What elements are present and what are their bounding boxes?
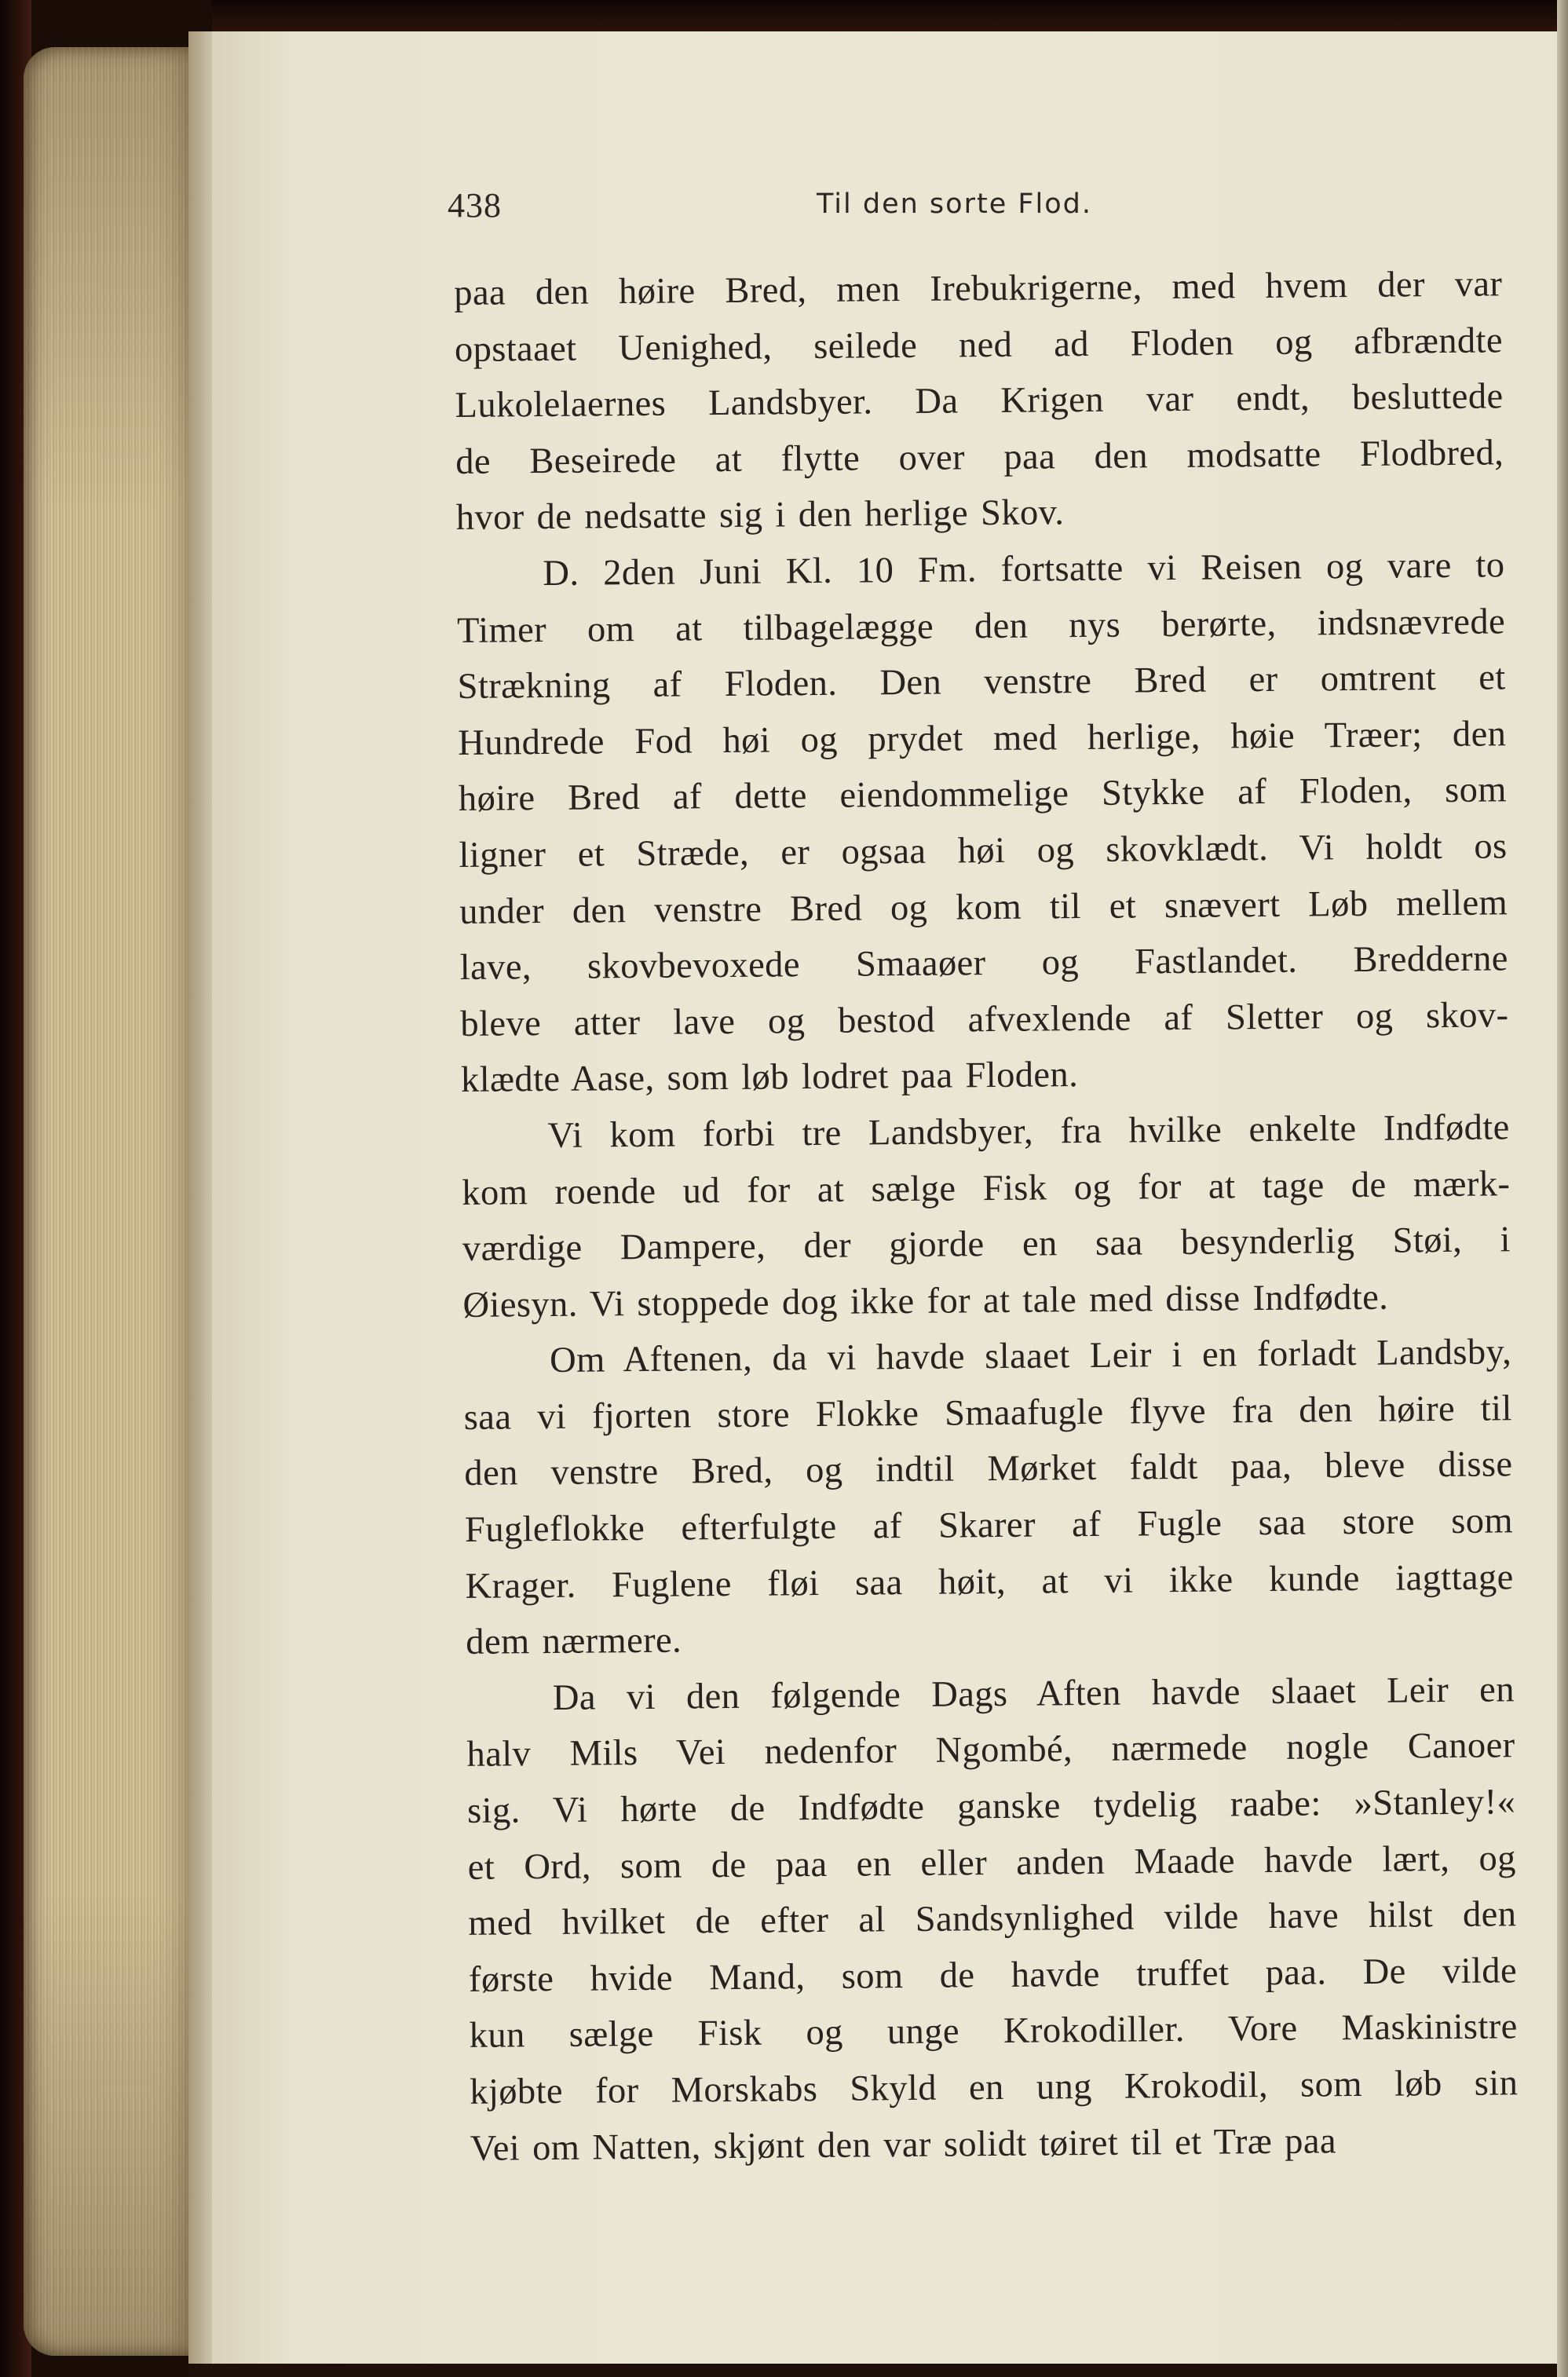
paragraph — [456, 537, 1509, 1109]
text-line: hvor de nedsatte sig i den herlige Skov. — [455, 492, 1065, 539]
text-line: dem nærmere. — [466, 1620, 682, 1663]
text-line: med hvilket de efter al Sandsynlighed vilde have hilst den — [468, 1894, 1517, 1944]
text-line: paa den høire Bred, men Irebukrigerne, med hvem der var — [454, 264, 1503, 313]
text-line: Da vi den følgende Dags Aften havde slaaet Leir en — [552, 1669, 1515, 1718]
text-line: høire Bred af dette eiendommelige Stykke af Floden, som — [458, 770, 1508, 820]
paragraph — [463, 1325, 1515, 1671]
text-line: klædte Aase, som løb lodret paa Floden. — [460, 1055, 1079, 1101]
text-line: halv Mils Vei nedenfor Ngombé, nærmede nogle Canoer — [466, 1725, 1515, 1775]
text-line: første hvide Mand, som de havde truffet paa. De vilde — [468, 1951, 1518, 2000]
top-shadow — [212, 0, 1568, 31]
text-line: saa vi fjorten store Flokke Smaafugle flyve fra den høire til — [463, 1388, 1512, 1438]
paragraph — [461, 1099, 1511, 1333]
text-line: de Beseirede at flytte over paa den modsatte Flodbred, — [455, 433, 1504, 482]
right-page-edge — [1557, 0, 1568, 2377]
text-line: Fugleflokke efterfulgte af Skarer af Fugle saa store som — [464, 1501, 1514, 1551]
text-line: Vei om Natten, skjønt den var solidt tøiret til et Træ paa — [470, 2120, 1337, 2169]
running-head — [448, 185, 1500, 232]
text-line: kjøbte for Morskabs Skyld en ung Krokodil, som løb sin — [470, 2063, 1519, 2112]
text-line: D. 2den Juni Kl. 10 Fm. fortsatte vi Reisen og vare to — [543, 545, 1505, 594]
text-line: værdige Dampere, der gjorde en saa besynderlig Støi, i — [462, 1220, 1511, 1270]
bottom-shadow — [188, 2364, 1568, 2377]
text-line: Vi kom forbi tre Landsbyer, fra hvilke enkelte Indfødte — [547, 1107, 1510, 1156]
page-number: 438 — [448, 186, 502, 225]
text-line: Hundrede Fod høi og prydet med herlige, høie Træer; den — [458, 714, 1507, 763]
text-line: opstaaet Uenighed, seilede ned ad Floden og afbrændte — [454, 320, 1504, 370]
text-line: under den venstre Bred og kom til et snævert Løb mellem — [459, 882, 1508, 932]
text-line: kom roende ud for at sælge Fisk og for at tage de mærk- — [462, 1163, 1511, 1213]
text-line: den venstre Bred, og indtil Mørket faldt paa, bleve disse — [464, 1444, 1513, 1494]
paragraph — [466, 1662, 1519, 2177]
text-line: Krager. Fuglene fløi saa høit, at vi ikke kunde iagttage — [465, 1556, 1514, 1607]
text-line: lave, skovbevoxede Smaaøer og Fastlandet. Bredderne — [459, 938, 1508, 989]
running-title: Til den sorte Flod. — [817, 188, 1092, 220]
text-line: Om Aftenen, da vi havde slaaet Leir i en forladt Landsby, — [549, 1332, 1512, 1381]
text-line: bleve atter lave og bestod afvexlende af Sletter og skov- — [460, 995, 1509, 1044]
text-line: et Ord, som de paa en eller anden Maade havde lært, og — [467, 1838, 1516, 1888]
paragraph — [454, 256, 1504, 547]
text-line: Lukolelaernes Landsbyer. Da Krigen var endt, besluttede — [455, 376, 1504, 426]
text-line: kun sælge Fisk og unge Krokodiller. Vore Maskinistre — [469, 2006, 1518, 2057]
text-line: sig. Vi hørte de Indfødte ganske tydelig raabe: »Stanley!« — [466, 1782, 1516, 1831]
page-stack-shade — [24, 47, 196, 2356]
text-line: Øiesyn. Vi stoppede dog ikke for at tale med disse Indfødte. — [462, 1277, 1389, 1326]
text-line: Timer om at tilbagelægge den nys berørte, indsnævrede — [456, 601, 1506, 651]
text-line: ligner et Stræde, er ogsaa høi og skovklædt. Vi holdt os — [459, 826, 1508, 876]
body-text — [454, 256, 1519, 2177]
text-line: Strækning af Floden. Den venstre Bred er omtrent et — [457, 657, 1506, 708]
